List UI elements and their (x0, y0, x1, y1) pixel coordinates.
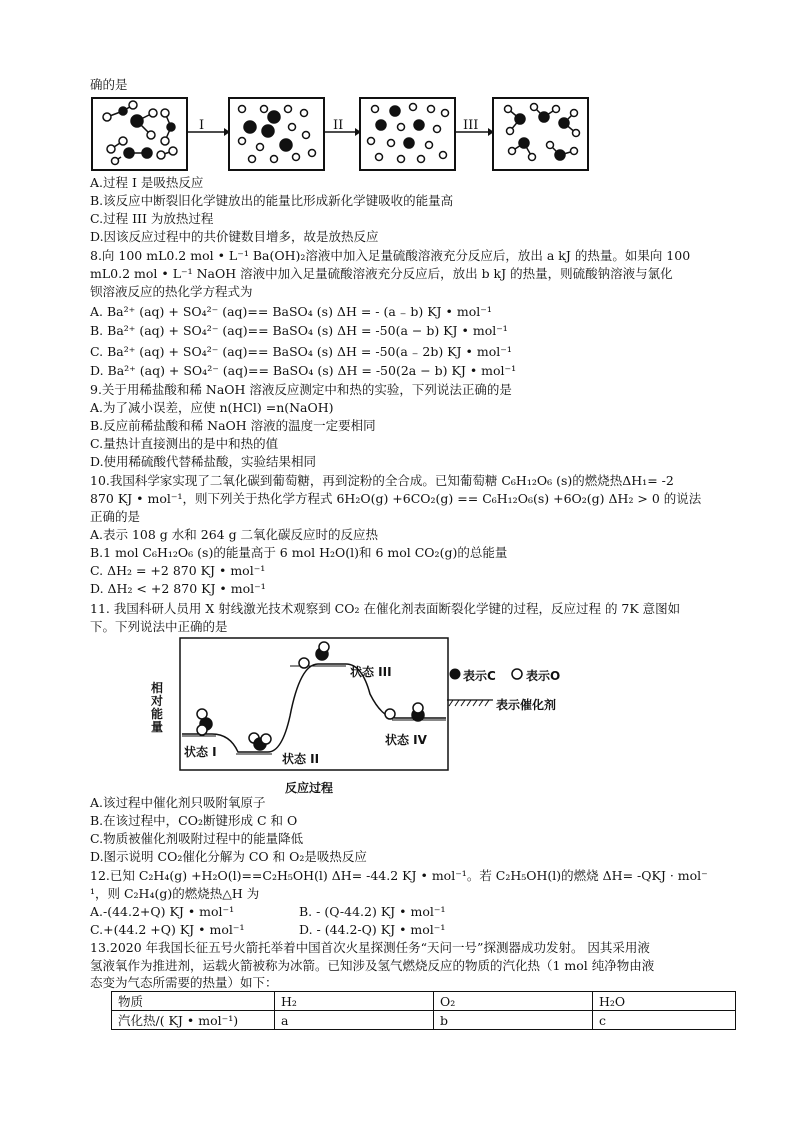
q8-stem-2: mL0.2 mol • L⁻¹ NaOH 溶液中加入足量硫酸溶液充分反应后，放出 b kJ 的热量，则硫酸钠溶液与氯化 (90, 266, 673, 281)
q8-option-b: B. Ba²⁺ (aq) + SO₄²⁻ (aq)== BaSO₄ (s) ΔH = -50(a − b) KJ • mol⁻¹ (90, 323, 508, 338)
table-cell: H₂ (275, 992, 434, 1011)
q9-option-b: B.反应前稀盐酸和稀 NaOH 溶液的温度一定要相同 (90, 418, 376, 433)
q10-stem-2: 870 KJ • mol⁻¹，则下列关于热化学方程式 6H₂O(g) +6CO₂(g) == C₆H₁₂O₆(s) +6O₂(g) ΔH₂ > 0 的说法 (90, 491, 702, 506)
q12-stem-1: 12.已知 C₂H₄(g) +H₂O(l)==C₂H₅OH(l) ΔH= -44.2 KJ • mol⁻¹。若 C₂H₅OH(l)的燃烧 ΔH= -QKJ · mol⁻ (90, 868, 708, 883)
table-cell: b (434, 1011, 593, 1030)
state-2-label: 状态 II (282, 752, 320, 766)
q12-option-b: B. - (Q-44.2) KJ • mol⁻¹ (299, 904, 446, 919)
q8-option-d: D. Ba²⁺ (aq) + SO₄²⁻ (aq)== BaSO₄ (s) ΔH = -50(2a − b) KJ • mol⁻¹ (90, 363, 517, 378)
q9-option-a: A.为了减小误差，应使 n(HCl) =n(NaOH) (90, 400, 334, 415)
state-box-3 (359, 97, 456, 171)
q11-option-c: C.物质被催化剂吸附过程中的能量降低 (90, 831, 304, 846)
q8-stem-3: 钡溶液反应的热化学方程式为 (90, 284, 253, 299)
q10-stem-3: 正确的是 (90, 509, 141, 524)
legend-oxygen: 表示O (526, 669, 561, 683)
molecules-4 (494, 99, 587, 169)
arrow-1 (184, 120, 230, 140)
q9-option-c: C.量热计直接测出的是中和热的值 (90, 436, 279, 451)
table-cell: 物质 (112, 992, 275, 1011)
q12-option-d: D. - (44.2-Q) KJ • mol⁻¹ (299, 922, 446, 937)
q12-option-a: A.-(44.2+Q) KJ • mol⁻¹ (90, 904, 235, 919)
table-cell: 汽化热/( KJ • mol⁻¹) (112, 1011, 275, 1030)
legend-carbon: 表示C (463, 669, 496, 683)
q9-stem: 9.关于用稀盐酸和稀 NaOH 溶液反应测定中和热的实验，下列说法正确的是 (90, 382, 512, 397)
q11-option-b: B.在该过程中，CO₂断键形成 C 和 O (90, 813, 298, 828)
state-box-1 (91, 97, 188, 171)
q13-stem-1: 13.2020 年我国长征五号火箭托举着中国首次火星探测任务“天问一号”探测器成功发射。 因其采用液 (90, 940, 650, 955)
q7-option-b: B.该反应中断裂旧化学键放出的能量比形成新化学键吸收的能量高 (90, 193, 454, 208)
q7-option-d: D.因该反应过程中的共价键数目增多，故是放热反应 (90, 229, 379, 244)
q7-option-a: A.过程 I 是吸热反应 (90, 175, 204, 190)
step-label-3: III (463, 118, 479, 133)
q12-stem-2: ¹，则 C₂H₄(g)的燃烧热△H 为 (90, 886, 260, 901)
y-axis-label: 相对能量 (151, 681, 164, 734)
molecules-2 (230, 99, 323, 169)
q10-option-b: B.1 mol C₆H₁₂O₆ (s)的能量高于 6 mol H₂O(l)和 6 mol CO₂(g)的总能量 (90, 545, 508, 560)
step-label-1: I (199, 118, 205, 133)
q11-option-d: D.图示说明 CO₂催化分解为 CO 和 O₂是吸热反应 (90, 849, 367, 864)
state-4-label: 状态 IV (385, 733, 427, 747)
oxygen-legend-icon (510, 667, 524, 681)
q10-option-d: D. ΔH₂ < +2 870 KJ • mol⁻¹ (90, 581, 266, 596)
q11-option-a: A.该过程中催化剂只吸附氧原子 (90, 795, 266, 810)
q10-option-c: C. ΔH₂ = +2 870 KJ • mol⁻¹ (90, 563, 266, 578)
state-3-label: 状态 III (350, 665, 392, 679)
q8-stem-1: 8.向 100 mL0.2 mol • L⁻¹ Ba(OH)₂溶液中加入足量硫酸溶液充分反应后，放出 a kJ 的热量。如果向 100 (90, 248, 691, 263)
continuation-text: 确的是 (90, 77, 128, 92)
table-header-row (112, 992, 736, 1011)
molecules-1 (93, 99, 186, 169)
table-cell: H₂O (593, 992, 736, 1011)
state-box-2 (228, 97, 325, 171)
molecules-3 (361, 99, 454, 169)
state-box-4 (492, 97, 589, 171)
state-1-label: 状态 I (184, 745, 217, 759)
table-cell: a (275, 1011, 434, 1030)
carbon-legend-icon (448, 667, 462, 681)
table-row (112, 1011, 736, 1030)
q8-option-a: A. Ba²⁺ (aq) + SO₄²⁻ (aq)== BaSO₄ (s) ΔH = - (a ₋ b) KJ • mol⁻¹ (90, 304, 492, 319)
vaporization-heat-table (111, 991, 736, 1030)
legend-catalyst: 表示催化剂 (496, 698, 557, 712)
q11-stem-1: 11. 我国科研人员用 X 射线激光技术观察到 CO₂ 在催化剂表面断裂化学键的过程，反应过程 的 7K 意图如 (90, 601, 681, 616)
q7-option-c: C.过程 III 为放热过程 (90, 211, 214, 226)
q11-stem-2: 下。下列说法中正确的是 (90, 619, 228, 634)
table-cell: c (593, 1011, 736, 1030)
q9-option-d: D.使用稀硫酸代替稀盐酸，实验结果相同 (90, 454, 317, 469)
q13-stem-2: 氢液氧作为推进剂，运载火箭被称为冰箭。已知涉及氢气燃烧反应的物质的汽化热（1 mol 纯净物由液 (90, 958, 655, 973)
q12-option-c: C.+(44.2 +Q) KJ • mol⁻¹ (90, 922, 245, 937)
table-cell: O₂ (434, 992, 593, 1011)
catalyst-legend-icon (447, 697, 493, 707)
q8-option-c: C. Ba²⁺ (aq) + SO₄²⁻ (aq)== BaSO₄ (s) ΔH = -50(a ₋ 2b) KJ • mol⁻¹ (90, 344, 512, 359)
q10-option-a: A.表示 108 g 水和 264 g 二氧化碳反应时的反应热 (90, 527, 379, 542)
q10-stem-1: 10.我国科学家实现了二氧化碳到葡萄糖，再到淀粉的全合成。已知葡萄糖 C₆H₁₂O₆ (s)的燃烧热ΔH₁= -2 (90, 473, 674, 488)
x-axis-label: 反应过程 (285, 781, 334, 795)
step-label-2: II (333, 118, 344, 133)
q13-stem-3: 态变为气态所需要的热量）如下： (90, 975, 278, 990)
